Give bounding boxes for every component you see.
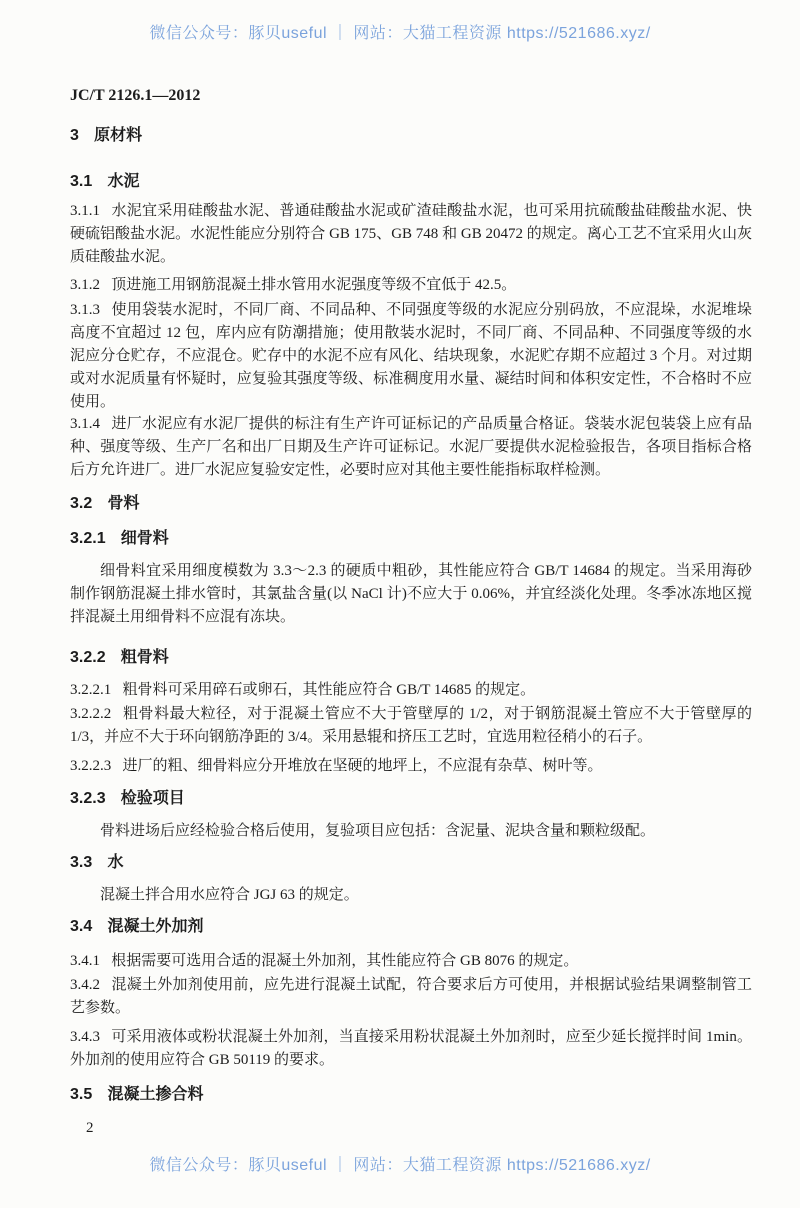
watermark-bottom — [0, 1152, 800, 1175]
clause-number: 3.4.2 — [70, 977, 100, 993]
section-heading-3-2-2 — [70, 646, 752, 669]
clause-3-1-1 — [70, 200, 752, 269]
clause-number: 3.2.2.3 — [70, 758, 112, 774]
section-heading-3-5 — [70, 1083, 752, 1106]
section-number: 3.2 — [70, 495, 93, 512]
section-heading-3-2-3 — [70, 787, 752, 810]
clause-3-1-2 — [70, 274, 752, 297]
clause-text: 进厂的粗、细骨料应分开堆放在坚硬的地坪上，不应混有杂草、树叶等。 — [122, 758, 603, 774]
clause-number: 3.1.1 — [70, 203, 100, 219]
section-heading-3-1 — [70, 170, 752, 193]
clause-text: 进厂水泥应有水泥厂提供的标注有生产许可证标记的产品质量合格证。袋装水泥包装袋上应有品种、强度等级、生产厂名和出厂日期及生产许可证标记。水泥厂要提供水泥检验报告，各项目指标合格后方允许进厂。进厂水泥应复验安定性，必要时应对其他主要性能指标取样检测。 — [70, 416, 752, 478]
section-number: 3.4 — [70, 918, 93, 935]
clause-text: 顶进施工用钢筋混凝土排水管用水泥强度等级不宜低于 42.5。 — [111, 277, 517, 293]
clause-3-2-2-2 — [70, 703, 752, 749]
clause-number: 3.1.4 — [70, 416, 100, 432]
standard-number-text: JC/T 2126.1—2012 — [70, 87, 201, 104]
clause-text: 使用袋装水泥时，不同厂商、不同品种、不同强度等级的水泥应分别码放，不应混垛，水泥堆垛高度不宜超过 12 包，库内应有防潮措施；使用散装水泥时，不同厂商、不同品种、不同强度等级的水泥应分仓贮存，不应混仓。贮存中的水泥不应有风化、结块现象，水泥贮存期不应超过 3 个月。对过期或对水泥质量有怀疑时，应复验其强度等级、标准稠度用水量、凝结时间和体积安定性，不合格时不应使用。 — [70, 302, 752, 410]
clause-3-1-3 — [70, 299, 752, 414]
clause-text: 水泥宜采用硅酸盐水泥、普通硅酸盐水泥或矿渣硅酸盐水泥，也可采用抗硫酸盐硅酸盐水泥、快硬硫铝酸盐水泥。水泥性能应分别符合 GB 175、GB 748 和 GB 20472 的规定。离心工艺不宜采用火山灰质硅酸盐水泥。 — [70, 203, 752, 265]
clause-3-4-3 — [70, 1026, 752, 1072]
paragraph-text: 混凝土拌合用水应符合 JGJ 63 的规定。 — [100, 887, 359, 903]
paragraph-fine-aggregate — [70, 560, 752, 629]
section-title: 水 — [107, 854, 124, 871]
clause-3-4-2 — [70, 974, 752, 1020]
watermark-top — [0, 20, 800, 43]
section-number: 3.2.1 — [70, 530, 106, 547]
section-heading-3-2 — [70, 492, 752, 515]
paragraph-text: 骨料进场后应经检验合格后使用，复验项目应包括：含泥量、泥块含量和颗粒级配。 — [100, 823, 656, 839]
watermark-top-text: 微信公众号：豚贝useful ｜ 网站：大猫工程资源 https://521686.xyz/ — [149, 25, 651, 42]
clause-number: 3.1.3 — [70, 302, 100, 318]
clause-3-2-2-1 — [70, 679, 752, 702]
clause-3-2-2-3 — [70, 755, 752, 778]
watermark-bottom-text: 微信公众号：豚贝useful ｜ 网站：大猫工程资源 https://521686.xyz/ — [149, 1157, 651, 1174]
chapter-heading — [70, 124, 752, 147]
section-number: 3.5 — [70, 1086, 93, 1103]
clause-number: 3.1.2 — [70, 277, 100, 293]
section-title: 骨料 — [107, 495, 140, 512]
paragraph-water — [70, 884, 752, 907]
clause-number: 3.4.1 — [70, 953, 100, 969]
clause-number: 3.2.2.1 — [70, 682, 112, 698]
section-number: 3.1 — [70, 173, 93, 190]
section-number: 3.2.2 — [70, 649, 106, 666]
chapter-number: 3 — [70, 127, 79, 144]
section-title: 混凝土外加剂 — [107, 918, 204, 935]
standard-number — [70, 84, 752, 107]
section-heading-3-2-1 — [70, 527, 752, 550]
paragraph-aggregate-inspection — [70, 820, 752, 843]
section-number: 3.3 — [70, 854, 93, 871]
section-heading-3-4 — [70, 915, 752, 938]
section-number: 3.2.3 — [70, 790, 106, 807]
section-title: 细骨料 — [120, 530, 169, 547]
clause-3-4-1 — [70, 950, 752, 973]
section-heading-3-3 — [70, 851, 752, 874]
page-number-text: 2 — [86, 1120, 94, 1136]
chapter-title: 原材料 — [94, 127, 143, 144]
paragraph-text: 细骨料宜采用细度模数为 3.3～2.3 的硬质中粗砂，其性能应符合 GB/T 14684 的规定。当采用海砂制作钢筋混凝土排水管时，其氯盐含量(以 NaCl 计)不应大于 0.06%，并宜经淡化处理。冬季冰冻地区搅拌混凝土用细骨料不应混有冻块。 — [70, 563, 752, 625]
page-number — [86, 1120, 94, 1137]
clause-3-1-4 — [70, 413, 752, 482]
clause-text: 粗骨料可采用碎石或卵石，其性能应符合 GB/T 14685 的规定。 — [122, 682, 536, 698]
section-title: 粗骨料 — [120, 649, 169, 666]
section-title: 混凝土掺合料 — [107, 1086, 204, 1103]
clause-text: 根据需要可选用合适的混凝土外加剂，其性能应符合 GB 8076 的规定。 — [111, 953, 579, 969]
clause-text: 粗骨料最大粒径，对于混凝土管应不大于管壁厚的 1/2，对于钢筋混凝土管应不大于管壁厚的 1/3，并应不大于环向钢筋净距的 3/4。采用悬辊和挤压工艺时，宜选用粒径稍小的石子。 — [70, 706, 752, 745]
clause-number: 3.4.3 — [70, 1029, 100, 1045]
section-title: 检验项目 — [120, 790, 185, 807]
clause-text: 可采用液体或粉状混凝土外加剂，当直接采用粉状混凝土外加剂时，应至少延长搅拌时间 1min。外加剂的使用应符合 GB 50119 的要求。 — [70, 1029, 752, 1068]
section-title: 水泥 — [107, 173, 140, 190]
clause-number: 3.2.2.2 — [70, 706, 112, 722]
clause-text: 混凝土外加剂使用前，应先进行混凝土试配，符合要求后方可使用，并根据试验结果调整制管工艺参数。 — [70, 977, 752, 1016]
